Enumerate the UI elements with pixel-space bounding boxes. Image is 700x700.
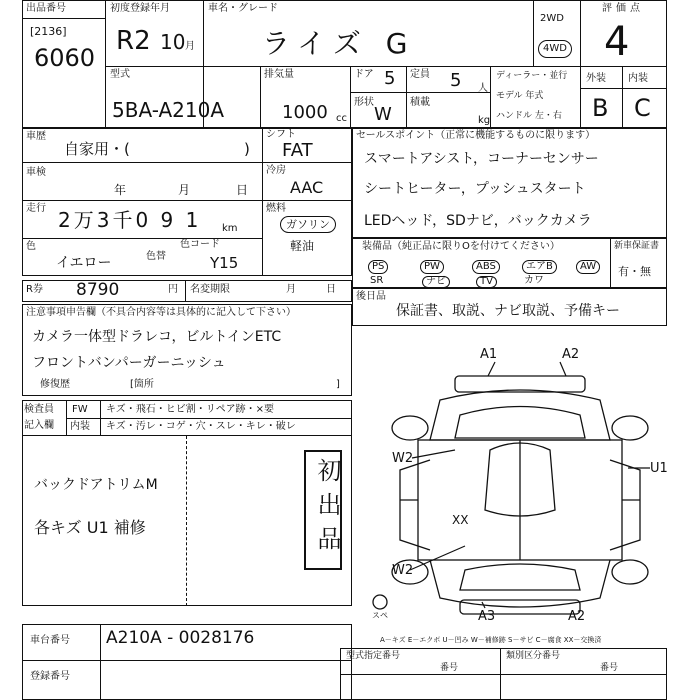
lot-label: 出品番号 — [26, 3, 66, 14]
name-change-day: 日 — [326, 284, 336, 295]
comment-line-2: 各キズ U1 補修 — [34, 518, 146, 537]
drive-4wd: 4WD — [538, 40, 572, 58]
chassis-value: A210A - 0028176 — [106, 628, 255, 648]
int-label: 内装 — [628, 73, 648, 84]
usage-close: ) — [244, 140, 250, 158]
load-label: 積載 — [410, 97, 430, 108]
mark-spare: スペ — [372, 611, 388, 620]
usage-value: 自家用・( — [64, 140, 130, 158]
mark-a2-bottom: A2 — [568, 609, 586, 624]
name-change-month: 月 — [286, 284, 296, 295]
displacement-value: 1000 — [282, 102, 328, 123]
warranty-options: 有・無 — [618, 265, 651, 278]
lot-prefix: [2136] — [30, 25, 67, 38]
repair-label: 修復歴 — [40, 379, 70, 390]
mark-a2-top: A2 — [562, 347, 580, 362]
inspector-row2-text: キズ・汚レ・コゲ・穴・スレ・キレ・破レ — [106, 421, 296, 432]
doors-value: 5 — [384, 68, 396, 89]
fuel-alt: 軽油 — [290, 239, 315, 253]
recycle-frame — [22, 280, 352, 302]
mark-a3: A3 — [478, 609, 496, 624]
repair-close: ] — [336, 379, 340, 390]
capacity-unit: 人 — [478, 83, 488, 94]
score-label: 評価点 — [602, 3, 644, 14]
first-listing-text: 初出品 — [313, 458, 341, 560]
recycle-value: 8790 — [76, 280, 120, 300]
color-code-value: Y15 — [210, 254, 239, 272]
equip-leather: カワ — [524, 275, 544, 286]
equip-tv: TV — [476, 276, 497, 288]
name-change-label: 名変期限 — [190, 284, 230, 295]
equip-ps: PS — [368, 260, 388, 274]
class-value: 番号 — [600, 663, 619, 673]
warranty-label: 新車保証書 — [614, 241, 660, 251]
mark-w2-bottom: W2 — [392, 563, 414, 578]
sales-line-1: スマートアシスト，コーナーセンサー — [364, 151, 599, 167]
cert-label: 型式指定番号 — [346, 651, 401, 661]
equip-aw: AW — [576, 260, 600, 274]
recycle-unit: 円 — [168, 284, 178, 295]
repair-sub: [箇所 — [130, 379, 154, 390]
sales-line-2: シートヒーター，プッシュスタート — [364, 181, 586, 197]
ac-value: AAC — [290, 178, 324, 197]
recycle-label: R券 — [26, 284, 43, 295]
mark-xx: XX — [452, 513, 469, 527]
lot-number: 6060 — [34, 44, 96, 72]
equip-navi: ナビ — [422, 276, 450, 288]
color-value: イエロー — [56, 255, 112, 271]
first-reg-unit: 月 — [185, 41, 195, 52]
mileage-label: 走行 — [26, 203, 46, 214]
equip-airbag: エアB — [522, 260, 557, 274]
cert-value: 番号 — [440, 663, 459, 673]
inspection-year: 年 — [114, 183, 127, 197]
notes-line-2: フロントバンパーガーニッシュ — [32, 355, 226, 371]
handle-label: ハンドル 左・右 — [496, 111, 562, 121]
inspector-row1-text: キズ・飛石・ヒビ割・リペア跡・×要 — [106, 404, 274, 415]
body-value: W — [374, 104, 392, 125]
color-code-label: 色コード — [180, 239, 220, 250]
inspection-label: 車検 — [26, 167, 46, 178]
capacity-value: 5 — [450, 70, 462, 91]
mark-w2-left: W2 — [392, 451, 414, 466]
notes-label: 注意事項申告欄（不具合内容等は具体的に記入して下さい） — [26, 307, 296, 318]
mark-u1: U1 — [650, 461, 668, 476]
notes-line-1: カメラ一体型ドラレコ，ビルトインETC — [32, 329, 282, 345]
reg-label: 登録番号 — [30, 671, 70, 682]
shift-label: シフト — [266, 129, 296, 140]
model-year-label: モデル 年式 — [496, 91, 544, 101]
score-value: 4 — [604, 19, 630, 65]
after-items-value: 保証書、取説、ナビ取説、予備キー — [396, 303, 620, 319]
displacement-unit: cc — [336, 113, 347, 124]
ac-label: 冷房 — [266, 165, 286, 176]
equipment-label: 装備品（純正品に限りOを付けてください） — [362, 241, 560, 252]
first-reg-year: R2 — [116, 26, 151, 56]
inspection-day: 日 — [236, 183, 249, 197]
car-diagram — [370, 340, 670, 630]
inspector-row2-tag: 内装 — [70, 421, 90, 432]
type-value: 5BA-A210A — [112, 98, 225, 122]
chassis-label: 車台番号 — [30, 635, 70, 646]
load-unit: kg — [478, 115, 491, 126]
inspector-row1-tag: FW — [72, 404, 88, 415]
mileage-value: 2万3千0 9 1 — [58, 208, 202, 232]
equip-pw: PW — [420, 260, 444, 274]
inspection-month: 月 — [178, 183, 191, 197]
equip-abs: ABS — [472, 260, 500, 274]
ext-grade: B — [592, 94, 609, 122]
displacement-label: 排気量 — [264, 69, 294, 80]
type-label: 型式 — [110, 69, 130, 80]
inspector-label-2: 記入欄 — [24, 420, 54, 431]
first-reg-label: 初度登録年月 — [110, 3, 170, 14]
color-label: 色 — [26, 241, 36, 252]
drive-2wd: 2WD — [540, 13, 564, 24]
diagram-legend: A－キズ E－エクボ U－凹み W－補修跡 S－サビ C－腐食 XX－交換済 — [380, 636, 602, 644]
model-name: ライズ G — [262, 27, 416, 60]
dealer-label: ディーラー・並行 — [496, 71, 568, 81]
color-change-label: 色替 — [146, 251, 166, 262]
shift-value: FAT — [282, 140, 313, 161]
comment-line-1: バックドアトリムM — [34, 477, 158, 493]
ext-label: 外装 — [586, 73, 606, 84]
int-grade: C — [634, 94, 651, 122]
first-reg-month: 10 — [160, 30, 186, 54]
equip-sr: SR — [370, 275, 384, 286]
inspector-label-1: 検査員 — [24, 404, 54, 415]
capacity-label: 定員 — [410, 69, 430, 80]
doors-label: ドア — [354, 69, 374, 80]
fuel-label: 燃料 — [266, 203, 286, 214]
sales-line-3: LEDヘッド，SDナビ，バックカメラ — [364, 213, 592, 229]
mark-a1: A1 — [480, 347, 498, 362]
class-label: 類別区分番号 — [506, 651, 561, 661]
usage-label: 車歴 — [26, 131, 46, 142]
after-items-label: 後日品 — [356, 291, 386, 302]
model-name-label: 車名・グレード — [208, 3, 278, 14]
sales-label: セールスポイント（正常に機能するものに限ります） — [356, 130, 596, 141]
body-label: 形状 — [354, 97, 374, 108]
fuel-value: ガソリン — [280, 216, 336, 233]
mileage-unit: km — [222, 223, 238, 234]
